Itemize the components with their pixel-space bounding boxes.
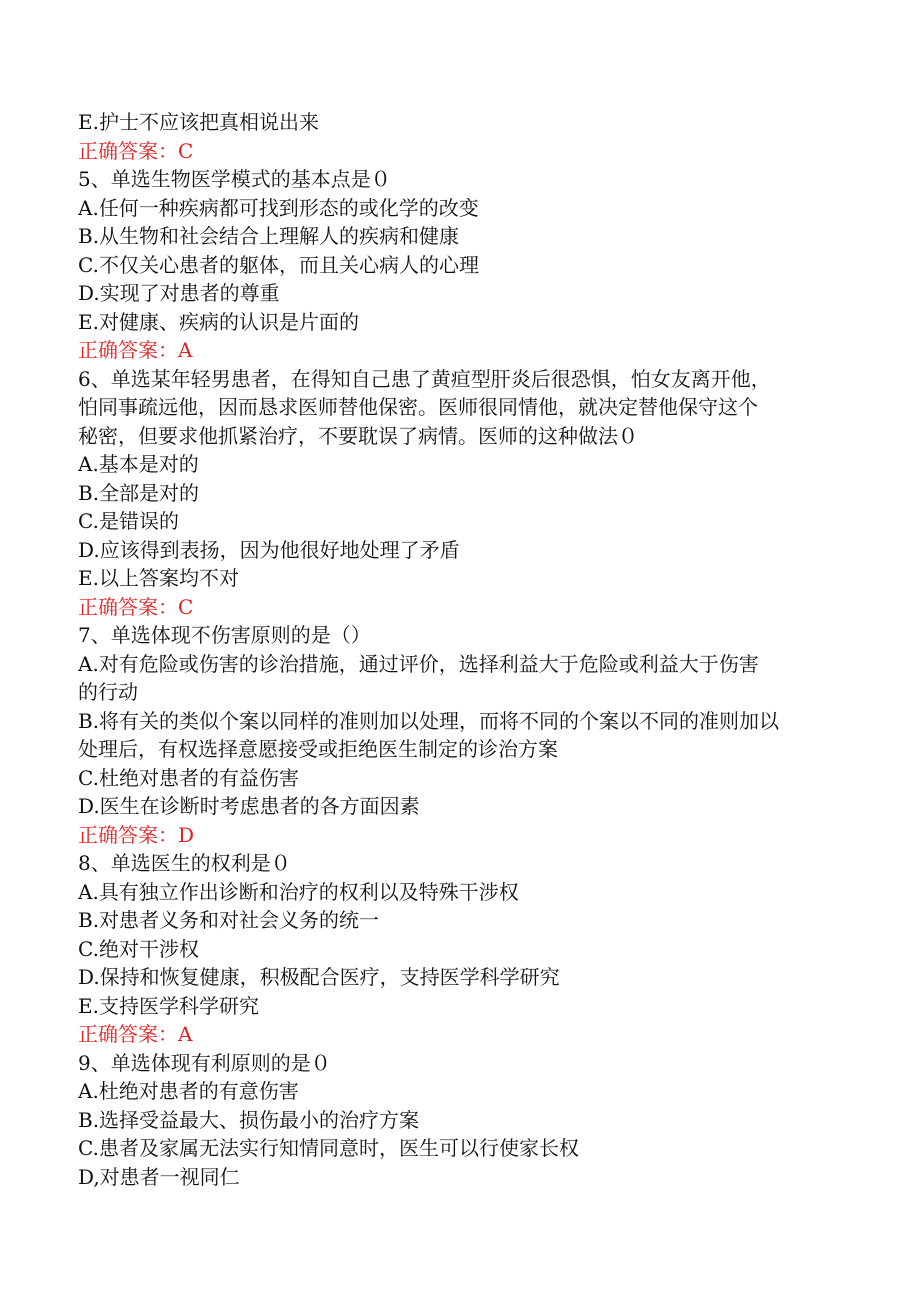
option-line: D.实现了对患者的尊重 [78,281,280,305]
option-line: A.对有危险或伤害的诊治措施，通过评价，选择利益大于危险或利益大于伤害 [78,651,759,676]
question-line: 秘密，但要求他抓紧治疗，不要耽误了病情。医师的这种做法０ [78,423,638,448]
question-line: 8、单选医生的权利是０ [78,851,291,875]
question-line: 6、单选某年轻男患者，在得知自己患了黄疸型肝炎后很恐惧，怕女友离开他， [78,366,771,391]
question-line: 7、单选体现不伤害原则的是（） [78,623,371,647]
option-line: A.杜绝对患者的有意伤害 [78,1079,299,1103]
answer-line: 正确答案：A [78,1022,193,1046]
option-line: E.以上答案均不对 [78,566,239,590]
option-line: A.任何一种疾病都可找到形态的或化学的改变 [78,195,479,220]
answer-line: 正确答案：D [78,822,195,847]
option-line: 的行动 [78,680,138,704]
option-line: 处理后，有权选择意愿接受或拒绝医生制定的诊治方案 [78,737,558,761]
option-line: B.将有关的类似个案以同样的准则加以处理，而将不同的个案以不同的准则加以 [78,708,780,733]
option-line: E.支持医学科学研究 [78,993,259,1018]
option-line: B.对患者义务和对社会义务的统一 [78,908,380,932]
exam-text-body [78,108,858,1191]
question-line: 9、单选体现有利原则的是０ [78,1050,331,1075]
option-line: C.绝对干涉权 [78,936,199,961]
question-line: 怕同事疏远他，因而恳求医师替他保密。医师很同情他，就决定替他保守这个 [78,395,758,419]
option-line: D.保持和恢复健康，积极配合医疗，支持医学科学研究 [78,965,560,989]
option-line: D.医生在诊断时考虑患者的各方面因素 [78,794,420,818]
question-line: 5、单选生物医学模式的基本点是０ [78,167,391,191]
option-line: C.不仅关心患者的躯体，而且关心病人的心理 [78,252,479,277]
answer-line: 正确答案：A [78,338,193,362]
option-line: B.选择受益最大、损伤最小的治疗方案 [78,1107,420,1132]
option-line: B.全部是对的 [78,480,200,505]
option-line: C.患者及家属无法实行知情同意时，医生可以行使家长权 [78,1136,579,1160]
option-line: D,对患者一视同仁 [78,1164,240,1189]
option-line: A.具有独立作出诊断和治疗的权利以及特殊干涉权 [78,879,519,904]
option-line: D.应该得到表扬，因为他很好地处理了矛盾 [78,537,460,562]
option-line: B.从生物和社会结合上理解人的疾病和健康 [78,224,460,248]
option-line: E.护士不应该把真相说出来 [78,110,319,134]
option-line: A.基本是对的 [78,452,199,476]
option-line: E.对健康、疾病的认识是片面的 [78,309,359,334]
option-line: C.杜绝对患者的有益伤害 [78,765,299,790]
answer-line: 正确答案：C [78,138,194,163]
answer-line: 正确答案：C [78,594,194,619]
option-line: C.是错误的 [78,509,179,533]
